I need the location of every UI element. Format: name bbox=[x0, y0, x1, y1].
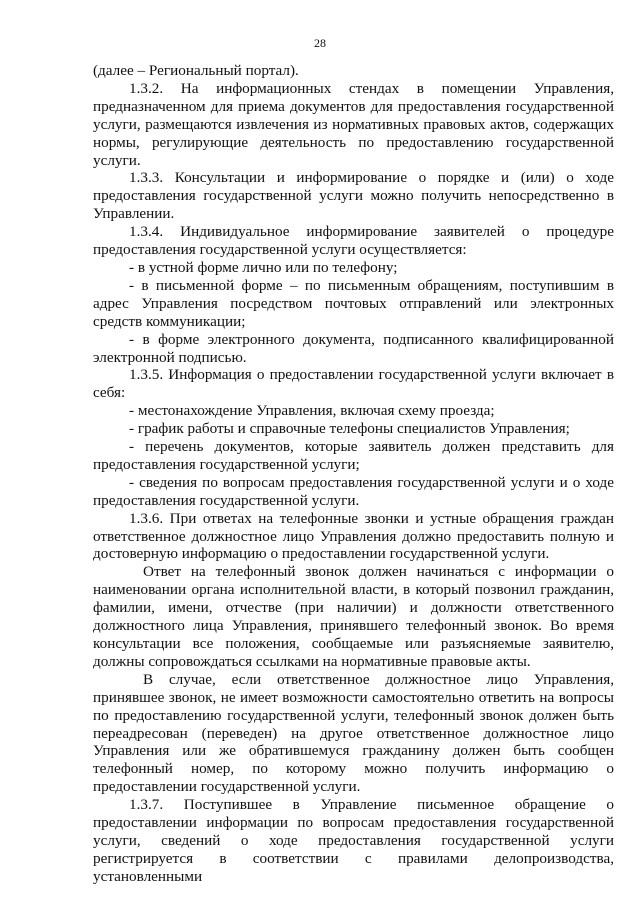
paragraph: В случае, если ответственное должностное лицо Управления, принявшее звонок, не имеет возможности самостоятельно ответить на вопросы по предоставлению государственной услуги, телефонный звонок должен быть переадресован (переведен) на другое ответственное должностное лицо Управления или же обратившемуся гражданину должен быть сообщен телефонный номер, по которому можно получить информацию о предоставлении государственной услуги. bbox=[93, 670, 614, 796]
paragraph: - в устной форме лично или по телефону; bbox=[129, 258, 398, 276]
paragraph: 1.3.2. На информационных стендах в помещении Управления, предназначенном для приема документов для предоставления государственной услуги, размещаются извлечения из нормативных правовых актов, содержащих нормы, регулирующие деятельность по предоставлению государственной услуги. bbox=[93, 79, 614, 169]
paragraph: - местонахождение Управления, включая схему проезда; bbox=[129, 402, 495, 420]
paragraph: - сведения по вопросам предоставления государственной услуги и о ходе предоставления государственной услуги. bbox=[93, 473, 614, 509]
document-body bbox=[93, 62, 614, 886]
paragraph: - в письменной форме – по письменным обращениям, поступившим в адрес Управления посредством почтовых отправлений или электронных средств коммуникации; bbox=[93, 276, 614, 330]
paragraph: - перечень документов, которые заявитель должен представить для предоставления государственной услуги; bbox=[93, 438, 614, 473]
paragraph: Ответ на телефонный звонок должен начинаться с информации о наименовании органа исполнительной власти, в который позвонил гражданин, фамилии, имени, отчестве (при наличии) и должности ответственного должностного лица Управления, принявшего телефонный звонок. Во время консультации все положения, сообщаемые или разъясняемые заявителю, должны сопровождаться ссылками на нормативные правовые акты. bbox=[93, 563, 614, 670]
paragraph: 1.3.6. При ответах на телефонные звонки и устные обращения граждан ответственное должностное лицо Управления должно предоставить полную и достоверную информацию о предоставлении государственной услуги. bbox=[93, 509, 614, 563]
paragraph: 1.3.7. Поступившее в Управление письменное обращение о предоставлении информации по вопросам предоставления государственной услуги, сведений о ходе предоставления государственной услуги регистрируется в соответствии с правилами делопроизводства, установленными bbox=[93, 796, 614, 885]
paragraph: 1.3.4. Индивидуальное информирование заявителей о процедуре предоставления государственной услуги осуществляется: bbox=[93, 223, 614, 259]
paragraph: - график работы и справочные телефоны специалистов Управления; bbox=[129, 420, 570, 438]
paragraph: 1.3.3. Консультации и информирование о порядке и (или) о ходе предоставления государственной услуги можно получить непосредственно в Управлении. bbox=[93, 169, 614, 223]
page-number: 28 bbox=[314, 36, 326, 50]
paragraph: - в форме электронного документа, подписанного квалифицированной электронной подписью. bbox=[93, 330, 614, 366]
paragraph: 1.3.5. Информация о предоставлении государственной услуги включает в себя: bbox=[93, 366, 614, 402]
paragraph: (далее – Региональный портал). bbox=[93, 62, 299, 79]
